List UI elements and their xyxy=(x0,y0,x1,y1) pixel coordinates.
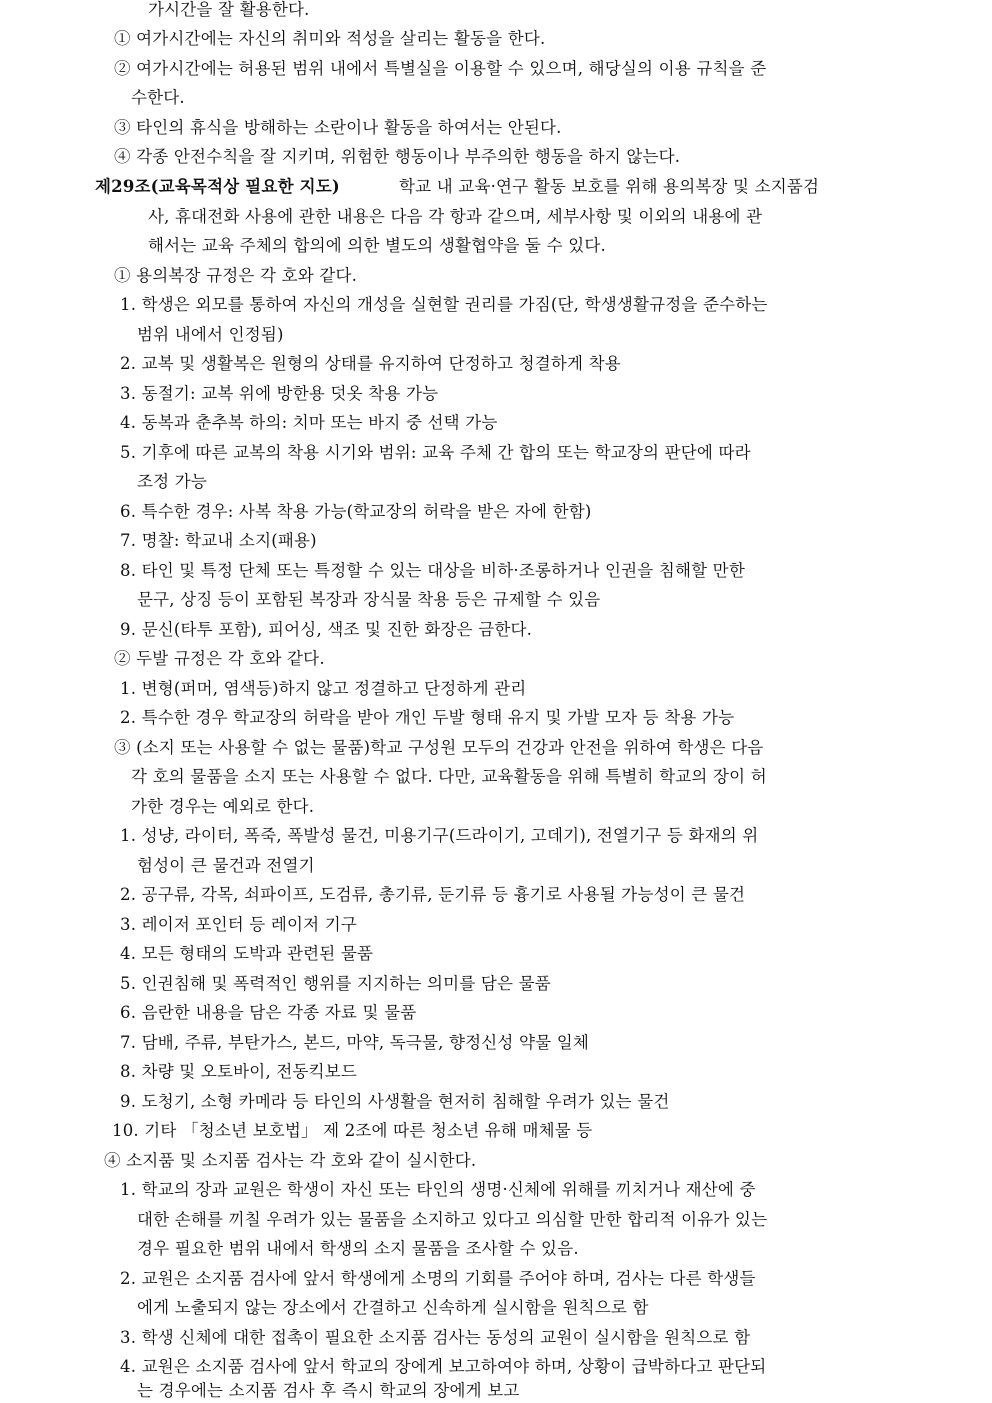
text-line: 는 경우에는 소지품 검사 후 즉시 학교의 장에게 보고 xyxy=(137,1381,520,1400)
list-item: 6. 음란한 내용을 담은 각종 자료 및 물품 xyxy=(120,1003,417,1022)
list-item: 3. 동절기: 교복 위에 방한용 덧옷 착용 가능 xyxy=(120,384,439,403)
list-item: 4. 교원은 소지품 검사에 앞서 학교의 장에게 보고하여야 하며, 상황이 급박하다고 판단되 xyxy=(120,1357,767,1376)
list-item: 3. 학생 신체에 대한 접촉이 필요한 소지품 검사는 동성의 교원이 실시함을 원칙으로 함 xyxy=(120,1328,751,1347)
list-item: 4. 동복과 춘추복 하의: 치마 또는 바지 중 선택 가능 xyxy=(120,413,498,432)
text-line: 가시간을 잘 활용한다. xyxy=(148,0,310,19)
list-item: 6. 특수한 경우: 사복 착용 가능(학교장의 허락을 받은 자에 한함) xyxy=(120,502,592,521)
paragraph-heading: ③ (소지 또는 사용할 수 없는 물품)학교 구성원 모두의 건강과 안전을 위하여 학생은 다음 xyxy=(114,738,764,757)
text-line: 수한다. xyxy=(131,88,185,107)
list-item: 1. 변형(퍼머, 염색등)하지 않고 정결하고 단정하게 관리 xyxy=(120,679,527,698)
paragraph-heading: ④ 소지품 및 소지품 검사는 각 호와 같이 실시한다. xyxy=(104,1151,477,1170)
text-line: 조정 가능 xyxy=(137,472,208,491)
list-item: 7. 명찰: 학교내 소지(패용) xyxy=(120,531,317,550)
text-line: 험성이 큰 물건과 전열기 xyxy=(137,856,315,875)
article-heading: 제29조(교육목적상 필요한 지도) xyxy=(95,177,340,196)
list-item: ① 여가시간에는 자신의 취미와 적성을 살리는 활동을 한다. xyxy=(114,29,546,48)
list-item: 9. 문신(타투 포함), 피어싱, 색조 및 진한 화장은 금한다. xyxy=(120,620,533,639)
text-line: 대한 손해를 끼칠 우려가 있는 물품을 소지하고 있다고 의심할 만한 합리적 이유가 있는 xyxy=(137,1210,768,1229)
text-line: 문구, 상징 등이 포함된 복장과 장식물 착용 등은 규제할 수 있음 xyxy=(137,590,601,609)
list-item: ③ 타인의 휴식을 방해하는 소란이나 활동을 하여서는 안된다. xyxy=(114,118,562,137)
paragraph-heading: ② 두발 규정은 각 호와 같다. xyxy=(114,649,325,668)
list-item: 8. 차량 및 오토바이, 전동킥보드 xyxy=(120,1062,358,1081)
list-item: 1. 성냥, 라이터, 폭죽, 폭발성 물건, 미용기구(드라이기, 고데기), 전열기구 등 화재의 위 xyxy=(120,826,759,845)
list-item: 3. 레이저 포인터 등 레이저 기구 xyxy=(120,915,358,934)
list-item: ② 여가시간에는 허용된 범위 내에서 특별실을 이용할 수 있으며, 해당실의 이용 규칙을 준 xyxy=(114,59,767,78)
text-line: 해서는 교육 주체의 합의에 의한 별도의 생활협약을 둘 수 있다. xyxy=(148,236,606,255)
article-text: 학교 내 교육·연구 활동 보호를 위해 용의복장 및 소지품검 xyxy=(399,177,820,196)
text-line: 에게 노출되지 않는 장소에서 간결하고 신속하게 실시함을 원칙으로 함 xyxy=(137,1298,649,1317)
list-item: 2. 특수한 경우 학교장의 허락을 받아 개인 두발 형태 유지 및 가발 모자 등 착용 가능 xyxy=(120,708,735,727)
list-item: 1. 학생은 외모를 통하여 자신의 개성을 실현할 권리를 가짐(단, 학생생활규정을 준수하는 xyxy=(120,295,768,314)
list-item: 8. 타인 및 특정 단체 또는 특정할 수 있는 대상을 비하·조롱하거나 인권을 침해할 만한 xyxy=(120,561,745,580)
list-item: 2. 공구류, 각목, 쇠파이프, 도검류, 총기류, 둔기류 등 흉기로 사용될 가능성이 큰 물건 xyxy=(120,885,746,904)
list-item: 2. 교원은 소지품 검사에 앞서 학생에게 소명의 기회를 주어야 하며, 검사는 다른 학생들 xyxy=(120,1269,756,1288)
text-line: 사, 휴대전화 사용에 관한 내용은 다음 각 항과 같으며, 세부사항 및 이외의 내용에 관 xyxy=(148,207,763,226)
list-item: 4. 모든 형태의 도박과 관련된 물품 xyxy=(120,944,374,963)
paragraph-heading: ① 용의복장 규정은 각 호와 같다. xyxy=(114,266,358,285)
list-item: ④ 각종 안전수칙을 잘 지키며, 위험한 행동이나 부주의한 행동을 하지 않는다. xyxy=(114,147,681,166)
text-line: 경우 필요한 범위 내에서 학생의 소지 물품을 조사할 수 있음. xyxy=(137,1239,579,1258)
text-line: 가한 경우는 예외로 한다. xyxy=(131,797,315,816)
list-item: 2. 교복 및 생활복은 원형의 상태를 유지하여 단정하고 청결하게 착용 xyxy=(120,354,621,373)
list-item: 5. 기후에 따른 교복의 착용 시기와 범위: 교육 주체 간 합의 또는 학교장의 판단에 따라 xyxy=(120,443,751,462)
list-item: 9. 도청기, 소형 카메라 등 타인의 사생활을 현저히 침해할 우려가 있는 물건 xyxy=(120,1092,670,1111)
list-item: 7. 담배, 주류, 부탄가스, 본드, 마약, 독극물, 향정신성 약물 일체 xyxy=(120,1033,590,1052)
text-line: 각 호의 물품을 소지 또는 사용할 수 없다. 다만, 교육활동을 위해 특별히 학교의 장이 허 xyxy=(131,767,767,786)
text-line: 범위 내에서 인정됨) xyxy=(137,325,284,344)
list-item: 5. 인권침해 및 폭력적인 행위를 지지하는 의미를 담은 물품 xyxy=(120,974,551,993)
list-item: 1. 학교의 장과 교원은 학생이 자신 또는 타인의 생명·신체에 위해를 끼치거나 재산에 중 xyxy=(120,1180,756,1199)
list-item: 10. 기타 「청소년 보호법」 제 2조에 따른 청소년 유해 매체물 등 xyxy=(112,1121,593,1140)
